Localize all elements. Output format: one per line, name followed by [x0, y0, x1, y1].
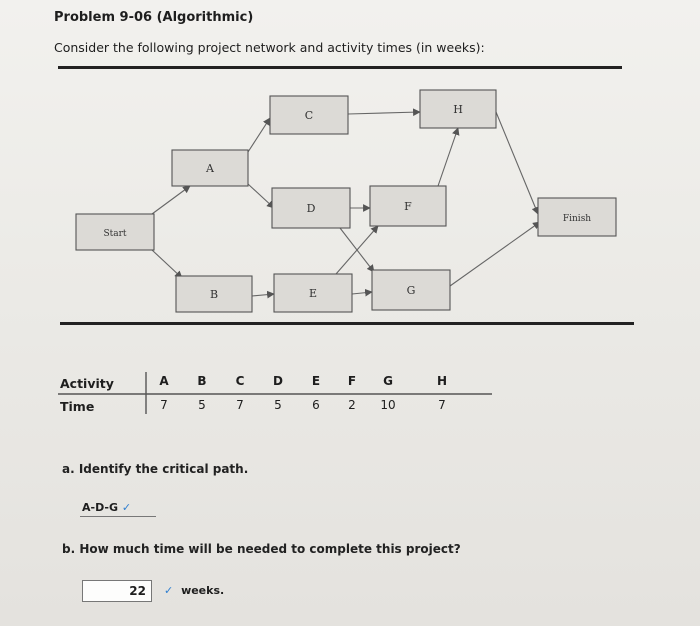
edge-h-finish	[496, 112, 538, 214]
project-time-input[interactable]: 22	[82, 580, 152, 602]
node-finish-label: Finish	[562, 214, 592, 224]
node-h-label: H	[453, 103, 463, 116]
network-nodes	[76, 90, 616, 312]
activity-e-time: 6	[312, 398, 320, 412]
activity-h-header: H	[436, 374, 448, 388]
node-d-label: D	[306, 202, 316, 215]
activity-h-time: 7	[438, 398, 446, 412]
edge-start-b	[152, 250, 182, 278]
activity-g-header: G	[383, 374, 393, 388]
node-e-label: E	[308, 287, 318, 300]
bottom-divider	[60, 322, 634, 325]
question-a: a. Identify the critical path.	[62, 462, 249, 476]
correct-check-icon: ✓	[121, 501, 132, 514]
activity-b-time: 5	[198, 398, 206, 412]
edge-a-c	[248, 118, 270, 152]
node-b-label: B	[209, 288, 219, 301]
problem-intro: Consider the following project network and activity times (in weeks):	[54, 40, 485, 55]
activity-b-header: B	[197, 374, 207, 388]
activity-c-header: C	[235, 374, 245, 388]
question-b: b. How much time will be needed to complete this project?	[62, 542, 461, 556]
critical-path-answer	[82, 501, 131, 514]
activity-f-header: F	[347, 374, 357, 388]
activity-f-time: 2	[348, 398, 356, 412]
edge-g-finish	[450, 222, 540, 286]
edge-a-d	[248, 184, 274, 208]
edge-e-g	[352, 292, 372, 294]
problem-title: Problem 9-06 (Algorithmic)	[54, 10, 254, 25]
activity-a-header: A	[159, 374, 169, 388]
table-time-label: Time	[60, 399, 95, 414]
activity-e-header: E	[311, 374, 321, 388]
critical-path-value: A-D-G	[82, 501, 119, 514]
node-c-label: C	[304, 109, 314, 122]
project-time-suffix	[164, 584, 224, 597]
time-unit-label: weeks.	[181, 584, 225, 597]
edge-b-e	[252, 294, 274, 296]
critical-path-underline	[80, 516, 156, 517]
node-f-label: F	[404, 200, 412, 213]
edge-e-f	[336, 226, 378, 274]
activity-d-time: 5	[274, 398, 282, 412]
table-activity-label: Activity	[60, 376, 114, 391]
edge-f-h	[438, 128, 458, 186]
activity-d-header: D	[273, 374, 283, 388]
activity-c-time: 7	[236, 398, 244, 412]
edge-start-a	[152, 186, 190, 214]
activity-a-time: 7	[160, 398, 168, 412]
node-start-label: Start	[103, 229, 127, 239]
edge-c-h	[348, 112, 420, 114]
activity-g-time: 10	[380, 398, 396, 412]
correct-check-icon: ✓	[164, 584, 174, 597]
node-g-label: G	[406, 284, 416, 297]
node-a-label: A	[206, 162, 214, 175]
